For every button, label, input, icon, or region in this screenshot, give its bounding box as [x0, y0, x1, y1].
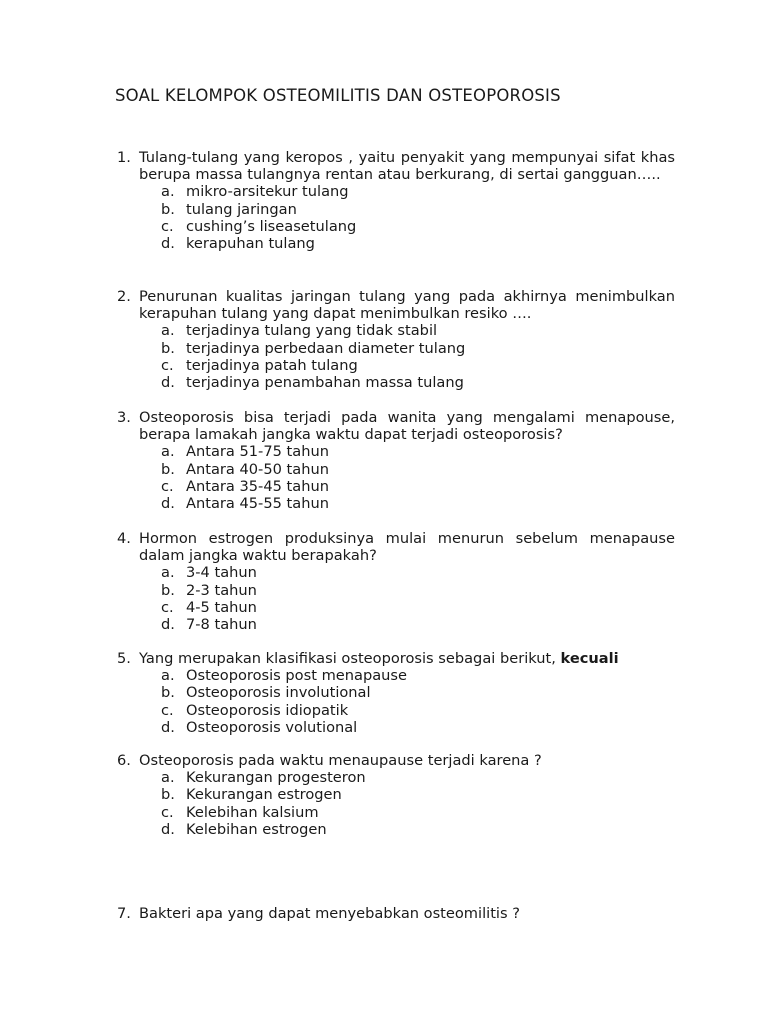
- answer-option: [117, 769, 675, 786]
- question-number: 5.: [117, 650, 131, 667]
- question-4: [117, 530, 675, 633]
- option-letter: b.: [161, 684, 175, 702]
- option-text: tulang jaringan: [186, 200, 297, 218]
- option-letter: b.: [161, 460, 175, 478]
- option-letter: a.: [161, 183, 175, 201]
- option-letter: b.: [161, 581, 175, 599]
- option-text: 2-3 tahun: [186, 581, 257, 599]
- option-letter: b.: [161, 339, 175, 357]
- option-letter: a.: [161, 443, 175, 461]
- option-letter: d.: [161, 718, 175, 736]
- question-3: [117, 409, 675, 512]
- question-number: 6.: [117, 752, 131, 769]
- question-header: [117, 409, 675, 443]
- answer-option: [117, 702, 675, 719]
- answer-option: [117, 322, 675, 339]
- option-text: Osteoporosis idiopatik: [186, 701, 349, 719]
- option-text: Antara 45-55 tahun: [186, 495, 329, 513]
- question-5: [117, 650, 675, 736]
- option-letter: a.: [161, 769, 175, 787]
- answer-option: [117, 821, 675, 838]
- answer-option: [117, 235, 675, 252]
- option-letter: d.: [161, 616, 175, 634]
- option-text: mikro-arsitekur tulang: [186, 183, 349, 201]
- option-text: terjadinya penambahan massa tulang: [186, 374, 464, 392]
- option-text: 7-8 tahun: [186, 616, 257, 634]
- question-text-main: Yang merupakan klasifikasi osteoporosis sebagai berikut,: [139, 650, 556, 667]
- question-text: Tulang-tulang yang keropos , yaitu penyakit yang mempunyai sifat khas berupa massa tulangnya rentan atau berkurang, di sertai gangguan…..: [139, 149, 675, 184]
- question-number: 2.: [117, 288, 131, 305]
- answer-option: [117, 218, 675, 235]
- answer-option: [117, 582, 675, 599]
- question-header: [117, 752, 675, 769]
- option-text: Kekurangan estrogen: [186, 786, 342, 804]
- option-text: Kelebihan estrogen: [186, 820, 327, 838]
- option-letter: c.: [161, 356, 174, 374]
- answer-options: [117, 564, 675, 633]
- answer-option: [117, 599, 675, 616]
- answer-option: [117, 564, 675, 581]
- answer-option: [117, 357, 675, 374]
- answer-option: [117, 340, 675, 357]
- answer-option: [117, 667, 675, 684]
- option-letter: d.: [161, 495, 175, 513]
- question-number: 3.: [117, 409, 131, 426]
- option-text: Osteoporosis volutional: [186, 718, 358, 736]
- answer-option: [117, 201, 675, 218]
- question-header: [117, 149, 675, 183]
- question-text: Osteoporosis pada waktu menaupause terjadi karena ?: [139, 752, 542, 769]
- option-letter: c.: [161, 477, 174, 495]
- option-text: Osteoporosis involutional: [186, 684, 371, 702]
- question-7: [117, 905, 675, 922]
- question-text: Osteoporosis bisa terjadi pada wanita yang mengalami menapouse, berapa lamakah jangka waktu dapat terjadi osteoporosis?: [139, 409, 675, 444]
- option-text: Antara 40-50 tahun: [186, 460, 329, 478]
- option-letter: c.: [161, 598, 174, 616]
- answer-options: [117, 183, 675, 252]
- option-text: Kekurangan progesteron: [186, 769, 366, 787]
- answer-options: [117, 322, 675, 391]
- option-letter: c.: [161, 803, 174, 821]
- option-text: 3-4 tahun: [186, 564, 257, 582]
- answer-options: [117, 667, 675, 736]
- question-header: [117, 530, 675, 564]
- option-letter: d.: [161, 235, 175, 253]
- question-text: Hormon estrogen produksinya mulai menurun sebelum menapause dalam jangka waktu berapakah?: [139, 530, 675, 565]
- question-text: [139, 650, 675, 667]
- answer-option: [117, 786, 675, 803]
- option-text: terjadinya tulang yang tidak stabil: [186, 322, 438, 340]
- option-letter: b.: [161, 786, 175, 804]
- option-letter: a.: [161, 564, 175, 582]
- question-number: 7.: [117, 905, 131, 922]
- document-title: SOAL KELOMPOK OSTEOMILITIS DAN OSTEOPOROSIS: [115, 86, 561, 105]
- question-1: [117, 149, 675, 252]
- answer-option: [117, 684, 675, 701]
- option-letter: c.: [161, 701, 174, 719]
- question-header: [117, 650, 675, 667]
- option-text: 4-5 tahun: [186, 598, 257, 616]
- option-letter: d.: [161, 820, 175, 838]
- answer-options: [117, 769, 675, 838]
- option-letter: a.: [161, 667, 175, 685]
- option-text: Antara 51-75 tahun: [186, 443, 329, 461]
- option-text: Kelebihan kalsium: [186, 803, 319, 821]
- question-text: Penurunan kualitas jaringan tulang yang pada akhirnya menimbulkan kerapuhan tulang yang dapat menimbulkan resiko ….: [139, 288, 675, 323]
- option-letter: a.: [161, 322, 175, 340]
- option-letter: b.: [161, 200, 175, 218]
- answer-option: [117, 719, 675, 736]
- option-text: terjadinya patah tulang: [186, 356, 358, 374]
- option-letter: d.: [161, 374, 175, 392]
- question-text: Bakteri apa yang dapat menyebabkan osteomilitis ?: [139, 905, 520, 922]
- answer-option: [117, 616, 675, 633]
- answer-option: [117, 183, 675, 200]
- question-header: [117, 905, 675, 922]
- question-emphasis: kecuali: [560, 650, 619, 667]
- option-letter: c.: [161, 217, 174, 235]
- option-text: terjadinya perbedaan diameter tulang: [186, 339, 466, 357]
- answer-option: [117, 804, 675, 821]
- answer-option: [117, 374, 675, 391]
- answer-option: [117, 443, 675, 460]
- answer-options: [117, 443, 675, 512]
- answer-option: [117, 478, 675, 495]
- question-header: [117, 288, 675, 322]
- question-number: 1.: [117, 149, 131, 166]
- option-text: Antara 35-45 tahun: [186, 477, 329, 495]
- answer-option: [117, 461, 675, 478]
- option-text: Osteoporosis post menapause: [186, 667, 408, 685]
- option-text: kerapuhan tulang: [186, 235, 315, 253]
- question-2: [117, 288, 675, 391]
- question-6: [117, 752, 675, 838]
- question-number: 4.: [117, 530, 131, 547]
- option-text: cushing’s liseasetulang: [186, 217, 357, 235]
- answer-option: [117, 495, 675, 512]
